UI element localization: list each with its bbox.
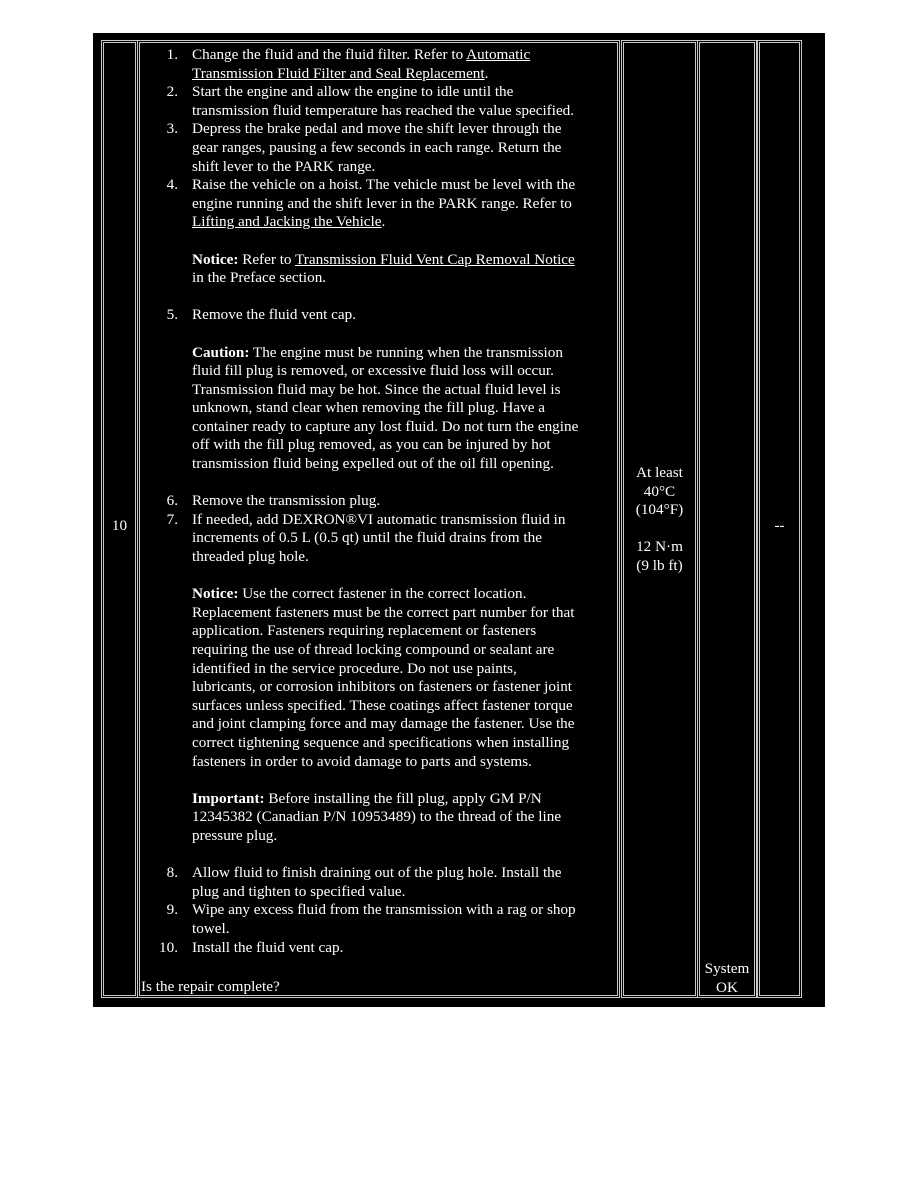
note-label: Caution: <box>192 343 250 361</box>
step-item <box>140 46 580 83</box>
step-text: Change the fluid and the fluid filter. Refer to <box>192 46 467 63</box>
step-item <box>140 864 580 901</box>
step-text: Remove the transmission plug. <box>192 492 381 510</box>
value-line: (104°F) <box>635 501 684 519</box>
step-gap <box>140 846 580 865</box>
reference-link[interactable]: Lifting and Jacking the Vehicle <box>192 213 382 231</box>
step-gap <box>140 288 580 307</box>
step-item-number: 4. <box>166 176 178 194</box>
repair-question: Is the repair complete? <box>141 978 280 995</box>
yes-result <box>700 960 754 997</box>
step-text: Remove the fluid vent cap. <box>192 306 357 324</box>
step-text: Allow fluid to finish draining out of the plug hole. Install the plug and tighten to specified value. <box>192 864 562 900</box>
note-label: Notice: <box>192 250 239 268</box>
action-steps <box>140 46 580 957</box>
step-text: Raise the vehicle on a hoist. The vehicle must be level with the engine running and the shift lever in the PARK range. Refer to <box>192 176 576 212</box>
step-item <box>140 511 580 567</box>
yes-line: OK <box>716 978 738 996</box>
step-item-number: 6. <box>166 492 178 510</box>
step-note <box>140 790 580 846</box>
value-line <box>624 520 695 539</box>
step-gap <box>140 771 580 790</box>
no-cell <box>757 40 802 998</box>
step-gap <box>140 232 580 251</box>
value-line: 40°C <box>643 482 676 500</box>
step-gap <box>140 474 580 493</box>
yes-line: System <box>704 960 750 977</box>
step-note <box>140 251 580 288</box>
step-text: Use the correct fastener in the correct location. Replacement fasteners must be the correct part number for that application. Fasteners requiring replacement or fasteners requiring the use of thread locking compound or sealant are identified in the service procedure. Do not use paints, lubricants, or corrosion inhibitors on fasteners or fastener joint surfaces unless specified. These coatings affect fastener torque and joint clamping force and may damage the fastener. Use the correct tightening sequence and specifications when installing fasteners in order to avoid damage to parts and systems. <box>192 585 575 770</box>
step-number: 10 <box>111 517 128 534</box>
step-number-cell <box>101 40 138 998</box>
step-item-number: 7. <box>166 510 178 528</box>
step-text: Install the fluid vent cap. <box>192 938 344 956</box>
action-cell <box>137 40 620 998</box>
step-item-number: 5. <box>166 306 178 324</box>
step-item <box>140 176 580 232</box>
step-text: . <box>484 64 489 82</box>
specified-values <box>624 464 695 576</box>
step-item-number: 8. <box>166 864 178 882</box>
step-text: Wipe any excess fluid from the transmission with a rag or shop towel. <box>192 901 576 937</box>
step-item-number: 1. <box>166 46 178 63</box>
step-text: in the Preface section. <box>192 269 327 287</box>
step-item-number: 2. <box>166 83 178 101</box>
reference-link[interactable]: Transmission Fluid Vent Cap Removal Notice <box>295 250 575 268</box>
step-text: Depress the brake pedal and move the shift lever through the gear ranges, pausing a few seconds in each range. Return the shift lever to the PARK range. <box>192 120 562 175</box>
note-label: Notice: <box>192 585 239 603</box>
values-cell <box>621 40 698 998</box>
step-item <box>140 939 580 958</box>
value-line: 12 N·m <box>636 538 683 556</box>
value-line: (9 lb ft) <box>636 556 683 574</box>
procedure-table <box>93 33 825 1007</box>
step-note <box>140 344 580 474</box>
yes-cell <box>697 40 757 998</box>
value-line: At least <box>636 464 683 481</box>
step-item-number: 10. <box>159 938 178 956</box>
note-label: Important: <box>192 789 265 807</box>
step-item <box>140 120 580 176</box>
step-item-number: 9. <box>166 901 178 919</box>
step-gap <box>140 325 580 344</box>
no-result: -- <box>774 517 785 534</box>
step-text: If needed, add DEXRON®VI automatic transmission fluid in increments of 0.5 L (0.5 qt) until the fluid drains from the threaded plug hole. <box>192 510 566 566</box>
step-note <box>140 585 580 771</box>
step-item <box>140 901 580 938</box>
step-text: Start the engine and allow the engine to idle until the transmission fluid temperature has reached the value specified. <box>192 83 575 119</box>
step-text: The engine must be running when the transmission fluid fill plug is removed, or excessive fluid loss will occur. Transmission fluid may be hot. Since the actual fluid level is unknown, stand clear when removing the fill plug. Have a container ready to capture any lost fluid. Do not turn the engine off with the fill plug removed, as you can be injured by hot transmission fluid being expelled out of the oil fill opening. <box>192 343 579 473</box>
step-gap <box>140 567 580 586</box>
step-item <box>140 306 580 325</box>
step-text: Before installing the fill plug, apply GM P/N 12345382 (Canadian P/N 10953489) to the thread of the line pressure plug. <box>192 789 562 844</box>
step-text: . <box>381 213 386 231</box>
step-item <box>140 83 580 120</box>
step-item <box>140 492 580 511</box>
step-item-number: 3. <box>166 120 178 138</box>
reference-link[interactable]: Automatic Transmission Fluid Filter and Seal Replacement <box>192 46 531 82</box>
step-text: Refer to <box>238 250 296 268</box>
